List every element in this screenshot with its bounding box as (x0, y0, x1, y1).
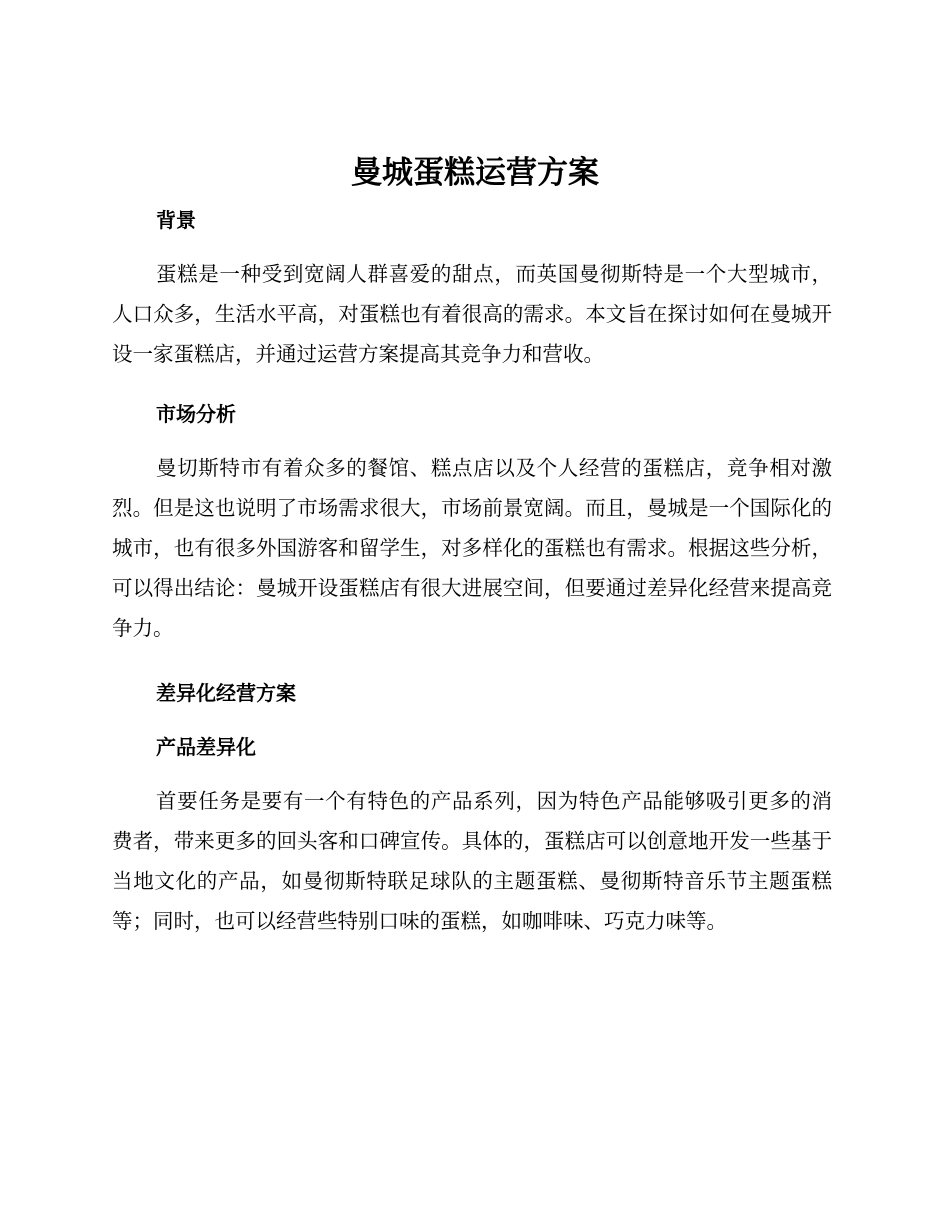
document-title: 曼城蛋糕运营方案 (351, 155, 599, 191)
section-heading-market-analysis: 市场分析 (156, 402, 236, 426)
section-paragraph-background: 蛋糕是一种受到宽阔人群喜爱的甜点，而英国曼彻斯特是一个大型城市，人口众多，生活水平高，对蛋糕也有着很高的需求。本文旨在探讨如何在曼城开设一家蛋糕店，并通过运营方案提高其竞争力和营收。 (112, 262, 832, 366)
section-paragraph-product-differentiation: 首要任务是要有一个有特色的产品系列，因为特色产品能够吸引更多的消费者，带来更多的回头客和口碑宣传。具体的，蛋糕店可以创意地开发一些基于当地文化的产品，如曼彻斯特联足球队的主题蛋糕、曼彻斯特音乐节主题蛋糕等；同时，也可以经营些特别口味的蛋糕，如咖啡味、巧克力味等。 (112, 789, 832, 933)
section-heading-differentiation-plan: 差异化经营方案 (156, 681, 296, 705)
section-heading-background: 背景 (156, 208, 196, 232)
section-paragraph-market-analysis: 曼切斯特市有着众多的餐馆、糕点店以及个人经营的蛋糕店，竞争相对激烈。但是这也说明了市场需求很大，市场前景宽阔。而且，曼城是一个国际化的城市，也有很多外国游客和留学生，对多样化的蛋糕也有需求。根据这些分析，可以得出结论：曼城开设蛋糕店有很大进展空间，但要通过差异化经营来提高竞争力。 (112, 456, 832, 640)
section-heading-product-differentiation: 产品差异化 (156, 735, 256, 759)
